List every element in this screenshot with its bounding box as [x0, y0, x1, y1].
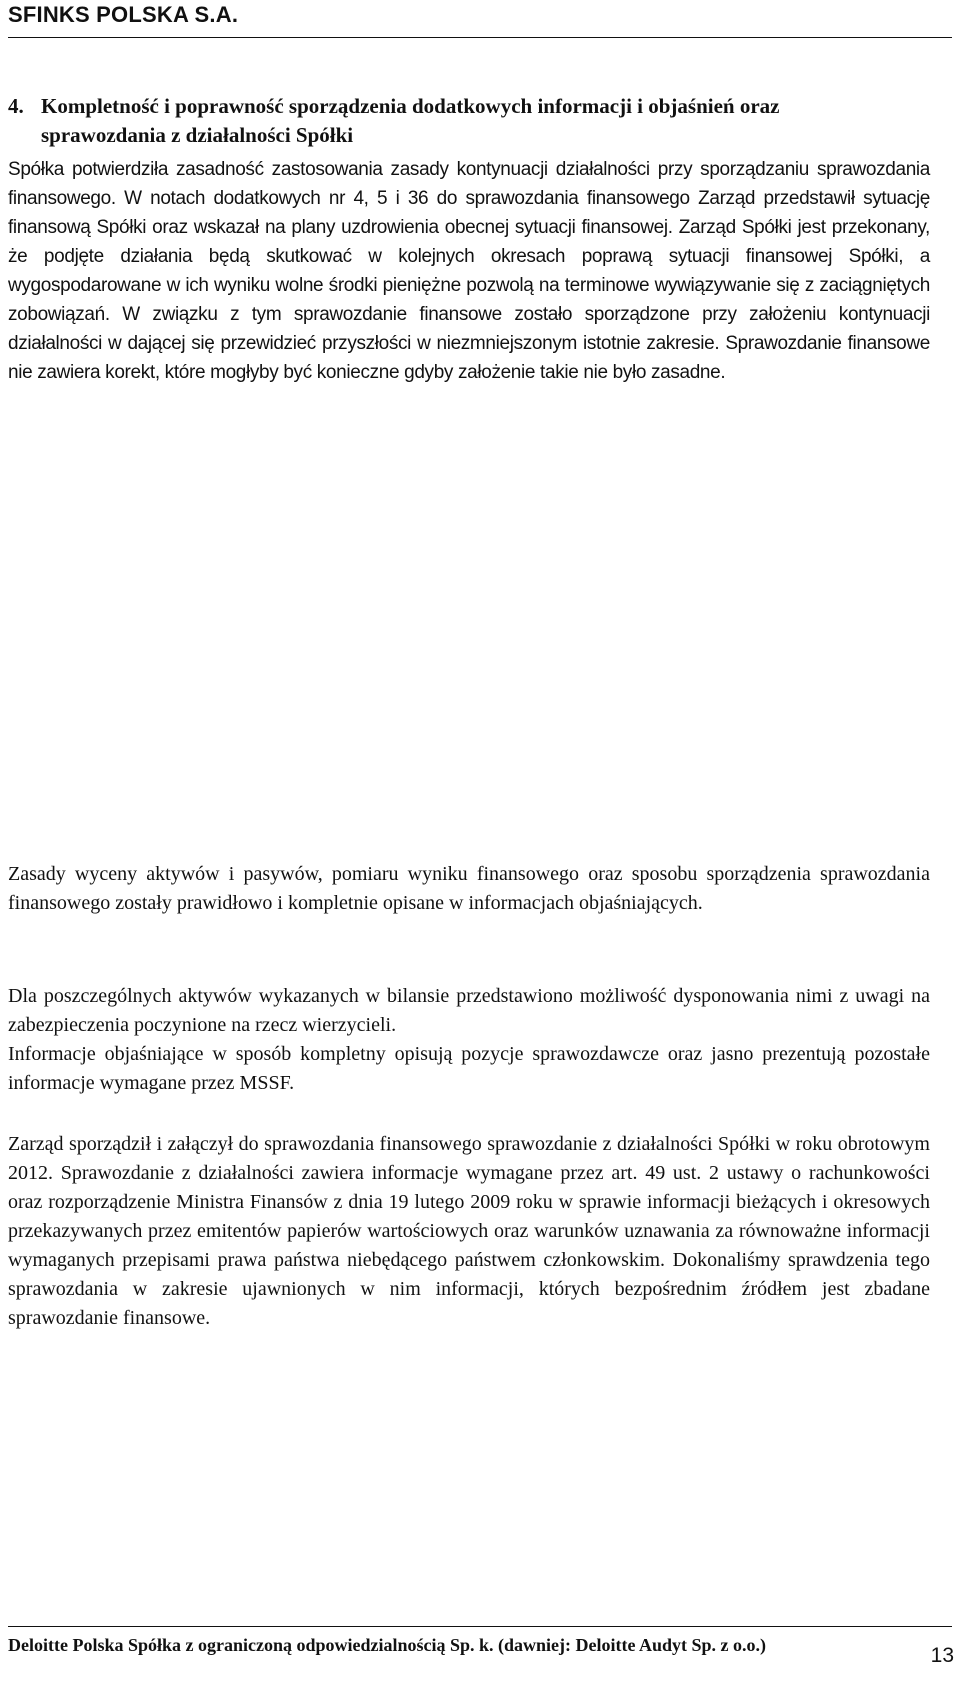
paragraph-valuation-principles: Zasady wyceny aktywów i pasywów, pomiaru wyniku finansowego oraz sposobu sporządzenia sprawozdania finansowego zostały prawidłowo i kompletnie opisane w informacjach objaśniających. [8, 863, 930, 914]
section-title-line2: sprawozdania z działalności Spółki [41, 123, 354, 147]
page-number: 13 [930, 1644, 954, 1667]
footer-divider [8, 1626, 952, 1627]
paragraph-going-concern: Spółka potwierdziła zasadność zastosowania zasady kontynuacji działalności przy sporządzaniu sprawozdania finansowego. W notach dodatkowych nr 4, 5 i 36 do sprawozdania finansowego Zarząd przedstawił sytuację finansową Spółki oraz wskazał na plany uzdrowienia obecnej sytuacji finansowej. Zarząd Spółki jest przekonany, że podjęte działania będą skutkować w kolejnych okresach poprawą sytuacji finansowej Spółki, a wygospodarowane w ich wyniku wolne środki pieniężne pozwolą na terminowe wywiązywanie się z zaciągniętych zobowiązań. W związku z tym sprawozdanie finansowe zostało sporządzone przy założeniu kontynuacji działalności w dającej się przewidzieć przyszłości w niezmniejszonym istotnie zakresie. Sprawozdanie finansowe nie zawiera korekt, które mogłyby być konieczne gdyby założenie takie nie było zasadne. [8, 159, 930, 383]
company-name: SFINKS POLSKA S.A. [8, 2, 239, 27]
section-heading [8, 92, 930, 150]
paragraph-directors-report: Zarząd sporządził i załączył do sprawozdania finansowego sprawozdanie z działalności Spółki w roku obrotowym 2012. Sprawozdanie z działalności zawiera informacje wymagane przez art. 49 ust. 2 ustawy o rachunkowości oraz rozporządzenie Ministra Finansów z dnia 19 lutego 2009 roku w sprawie informacji bieżących i okresowych przekazywanych przez emitentów papierów wartościowych oraz warunków uznawania za równoważne informacji wymaganych przepisami prawa państwa niebędącego państwem członkowskim. Dokonaliśmy sprawdzenia tego sprawozdania w zakresie ujawnionych w nim informacji, których bezpośrednim źródłem jest zbadane sprawozdanie finansowe. [8, 1133, 930, 1329]
paragraph-asset-disposal: Dla poszczególnych aktywów wykazanych w bilansie przedstawiono możliwość dysponowania nimi z uwagi na zabezpieczenia poczynione na rzecz wierzycieli. [8, 985, 930, 1036]
paragraph-explanatory-information: Informacje objaśniające w sposób kompletny opisują pozycje sprawozdawcze oraz jasno prezentują pozostałe informacje wymagane przez MSSF. [8, 1043, 930, 1094]
header-divider [8, 37, 952, 38]
section-title-line1: Kompletność i poprawność sporządzenia dodatkowych informacji i objaśnień oraz [41, 94, 780, 118]
section-number: 4. [8, 94, 24, 118]
footer-company: Deloitte Polska Spółka z ograniczoną odpowiedzialnością Sp. k. (dawniej: Deloitte Audyt Sp. z o.o.) [8, 1635, 767, 1655]
